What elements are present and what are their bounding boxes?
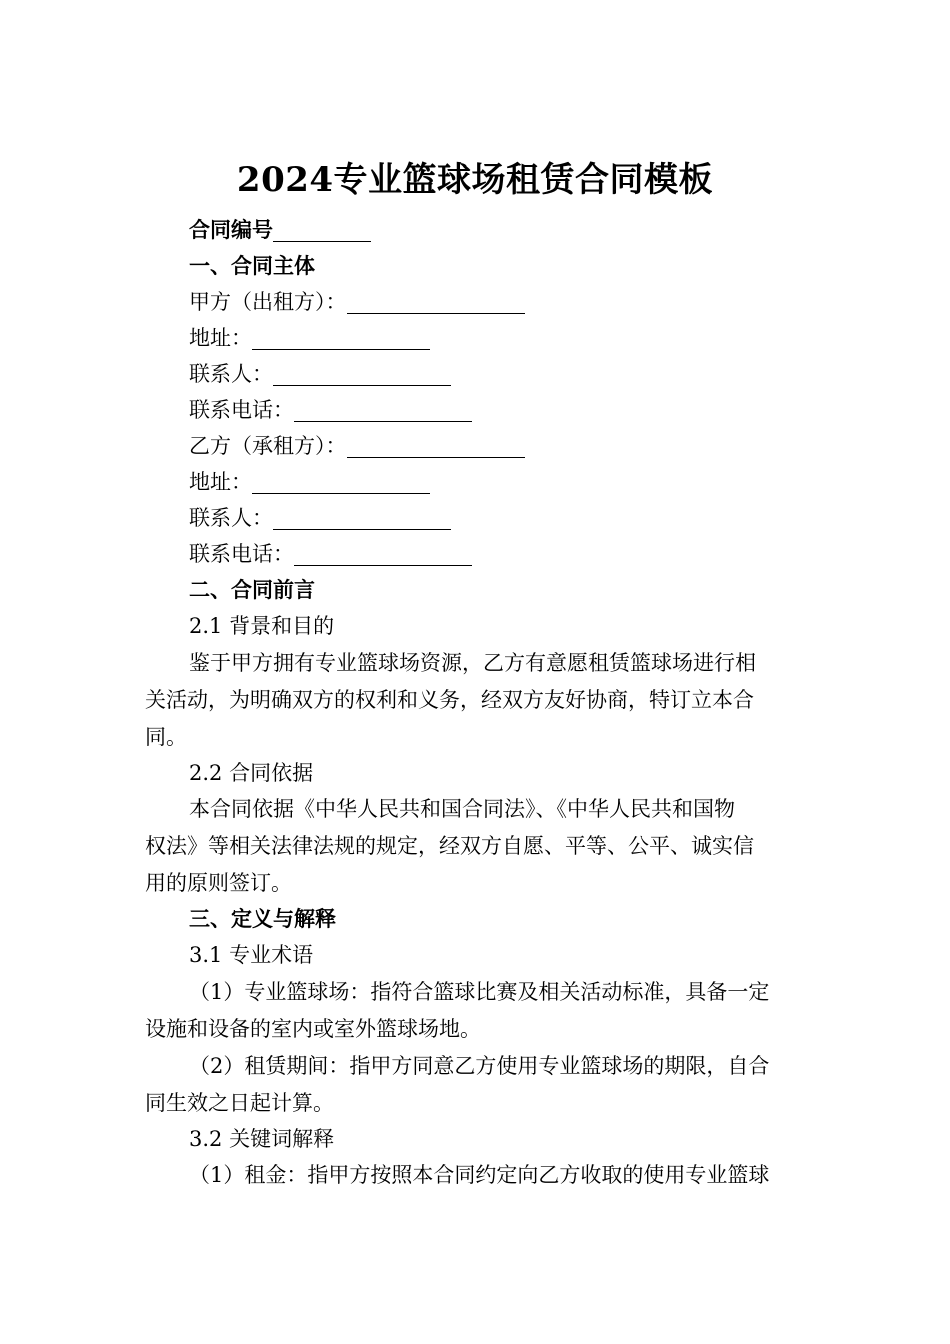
document-title: 2024专业篮球场租赁合同模板 [236, 160, 714, 200]
party-b-contact-blank[interactable] [273, 509, 451, 530]
definition-line: 设施和设备的室内或室外篮球场地。 [145, 1017, 481, 1041]
party-a-phone-label: 联系电话： [189, 398, 294, 422]
party-a-address-blank[interactable] [252, 329, 430, 350]
party-a-address-label: 地址： [189, 326, 252, 350]
party-a-contact-label: 联系人： [189, 362, 273, 386]
definition-line: （1）租金：指甲方按照本合同约定向乙方收取的使用专业篮球 [189, 1163, 770, 1187]
contract-number-row [189, 218, 371, 242]
paragraph-line: 关活动，为明确双方的权利和义务，经双方友好协商，特订立本合 [145, 688, 754, 712]
party-b-address-label: 地址： [189, 470, 252, 494]
party-b-phone-blank[interactable] [294, 545, 472, 566]
party-a-phone-blank[interactable] [294, 401, 472, 422]
section-3-2-title: 3.2 关键词解释 [189, 1127, 335, 1151]
party-b-phone-label: 联系电话： [189, 542, 294, 566]
paragraph-line: 本合同依据《中华人民共和国合同法》、《中华人民共和国物 [189, 797, 735, 821]
definition-line: 同生效之日起计算。 [145, 1091, 334, 1115]
paragraph-line: 权法》等相关法律法规的规定，经双方自愿、平等、公平、诚实信 [145, 834, 754, 858]
party-b-row [189, 434, 525, 458]
party-b-label: 乙方（承租方）： [189, 434, 347, 458]
party-b-address-blank[interactable] [252, 473, 430, 494]
party-a-contact-blank[interactable] [273, 365, 451, 386]
definition-line: （2）租赁期间：指甲方同意乙方使用专业篮球场的期限，自合 [189, 1054, 770, 1078]
section2-heading: 二、合同前言 [189, 577, 315, 602]
section-3-1-title: 3.1 专业术语 [189, 943, 314, 967]
section1-heading: 一、合同主体 [189, 253, 315, 278]
party-b-contact-row [189, 506, 451, 530]
contract-number-blank[interactable] [273, 221, 371, 242]
paragraph-line: 鉴于甲方拥有专业篮球场资源，乙方有意愿租赁篮球场进行相 [189, 651, 756, 675]
party-b-address-row [189, 470, 430, 494]
party-b-blank[interactable] [347, 437, 525, 458]
contract-number-label: 合同编号 [189, 217, 273, 242]
party-a-address-row [189, 326, 430, 350]
definition-line: （1）专业篮球场：指符合篮球比赛及相关活动标准，具备一定 [189, 980, 770, 1004]
section-2-1-title: 2.1 背景和目的 [189, 614, 335, 638]
party-a-row [189, 290, 525, 314]
section3-heading: 三、定义与解释 [189, 906, 336, 931]
party-a-contact-row [189, 362, 451, 386]
party-b-phone-row [189, 542, 472, 566]
section-2-2-title: 2.2 合同依据 [189, 761, 314, 785]
party-a-blank[interactable] [347, 293, 525, 314]
paragraph-line: 用的原则签订。 [145, 871, 292, 895]
party-a-phone-row [189, 398, 472, 422]
party-b-contact-label: 联系人： [189, 506, 273, 530]
paragraph-line: 同。 [145, 725, 187, 749]
party-a-label: 甲方（出租方）： [189, 290, 347, 314]
